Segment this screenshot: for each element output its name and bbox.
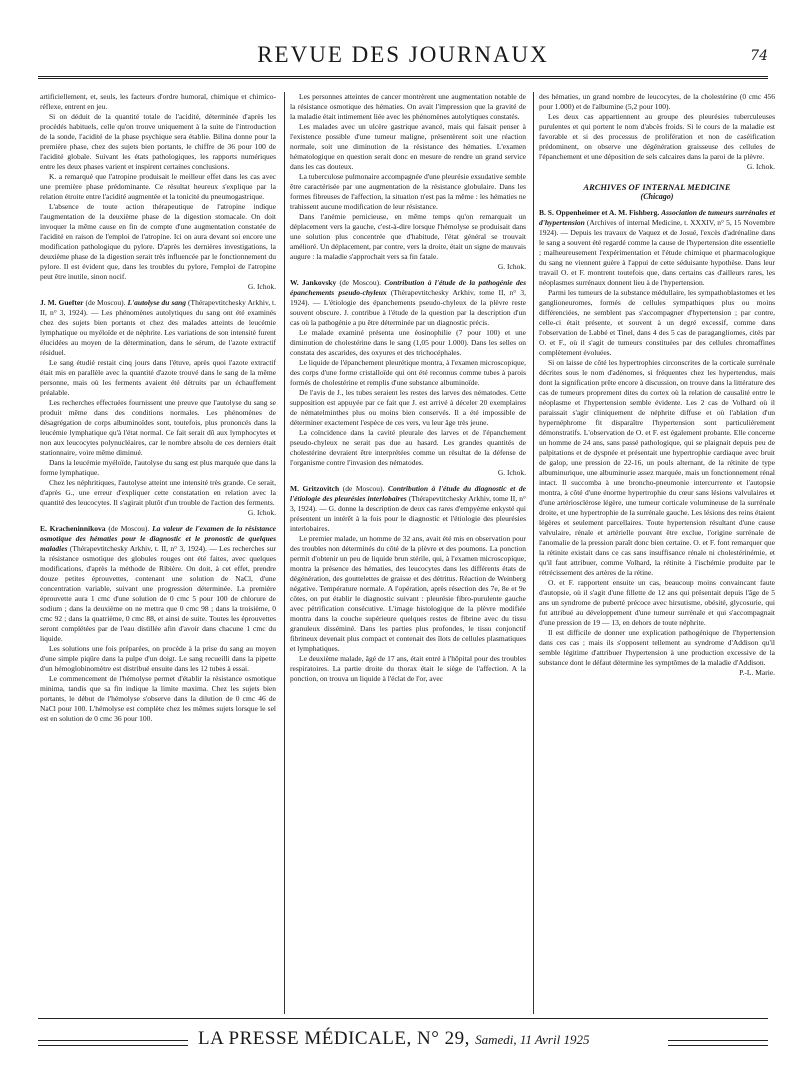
column-3 xyxy=(539,92,775,678)
footer-date: Samedi, 11 Avril 1925 xyxy=(475,1032,590,1047)
article-title: Contribution à l'étude de la pathogénie des épanchements pseudo-chyleux xyxy=(290,278,527,297)
footer-text xyxy=(198,1028,589,1050)
section-heading: ARCHIVES OF INTERNAL MEDICINE xyxy=(583,182,731,192)
paragraph: Si on laisse de côté les hypertrophies circonscrites de la corticale surrénale décrites sous le nom d'adénomes, si fréquentes chez les hypertendus, mais dont la signification prête encore à discussion, on trouve dans la littérature des cas de tumeurs proprement dites du cortex où la relation de causalité entre le néoplasme et l'hypertension semble évidente. Les 2 cas de Volhard où il paraissait s'agir cliniquement de néphrite diffuse et où l'ablation d'un hypernéphrome fit disparaître l'hypertension sont particulièrement démonstratifs. L'observation de O. et F. est également probante. Elle concerne un homme de 24 ans, sans passé pathologique, qui se plaignait depuis peu de palpitations et de dyspnée et présentait une hypertrophie cardiaque avec bruit de galop, une pression de 22-16, un pouls alternant, de la rétinite de type albuminurique, une albuminurie assez marquée, mais un fonctionnement rénal intact. Il succomba à une broncho-pneumonie intercurrente et l'autopsie montra, à côté d'une énorme hypertrophie du cœur sans lésions valvulaires et d'une artériosclérose légère, une tumeur corticale volumineuse de la surrénale droite, et une hypertrophie de la surrénale gauche. Les lésions des reins étaient légères et seulement parcellaires. Toute hypertension résultant d'une cause valvulaire, rénale et artérielle pouvant être exclue, l'origine surrénale de l'anomalie de la pression paraît donc bien certaine. O. et F. font remarquer que la rétinite existait dans ce cas sans insuffisance rénale ni cholestérinémie, et qu'il faut attribuer, comme Volhard, la rétinite à l'ischémie produite par le rétrécissement des artères de la rétine. xyxy=(539,358,775,577)
paragraph: Le malade examiné présenta une éosinophilie (7 pour 100) et une diminution de cholestérine dans le sang (1,05 pour 1.000). Dans les selles on constata des ascarides, des oxyures et des trichocéphales. xyxy=(290,328,526,357)
author-signature: P.-L. Marie. xyxy=(739,668,775,677)
column-divider xyxy=(284,92,285,1014)
column-2 xyxy=(290,92,526,684)
article-heading xyxy=(40,298,276,358)
paragraph: artificiellement, et, seuls, les facteurs d'ordre humoral, chimique et chimico-réflexe, entrent en jeu. xyxy=(40,92,276,111)
page-number: 74 xyxy=(750,48,768,64)
paragraph: Les deux cas appartiennent au groupe des pleurésies tuberculeuses purulentes et qui portent le nom d'abcès froids. Si le cours de la maladie est favorable et si des processus de prolifération et non de caséification prédominent, on observe une dégénération graisseuse des cellules de l'épanchement et une déposition de sels calcaires dans la paroi de la plèvre. xyxy=(539,112,775,161)
article-affiliation: (de Moscou). xyxy=(85,298,126,307)
article-source: (Thérapevtitchesky Arkhiv, t. II, n° 3, 1924). — Les recherches sur la résistance osmotique des globules rouges ont été faites, avec quelques modifications, d'après la méthode de Ribière. On doit, à cet effet, prendre douze petites éprouvettes, contenant une solution de NaCl, d'une concentration variable, suivant une progression déterminée. La première éprouvette aura 1 cmc d'une solution de 0 cmc 5 pour 100 de chlorure de sodium ; dans la deuxième on ne mettra que 0 cmc 98 ; dans la troisième, 0 cmc 92 ; dans la quatrième, 0 cmc 88, et ainsi de suite. Toutes les éprouvettes seront complétées par de l'eau distillée afin d'avoir dans chacune 1 cmc du liquide. xyxy=(40,544,276,643)
column-1 xyxy=(40,92,276,724)
article-heading xyxy=(40,524,276,644)
article-source: (Archives of internal Medicine, t. XXXIV, n° 5, 15 Novembre 1924). — Depuis les travaux de Vaquez et de Josué, l'excès d'adrénaline dans le sang a souvent été regardé comme la cause de l'hypertension dite essentielle ; malheureusement l'expérimentation et l'étude chimique et pharmacologique du sang ne viennent guère à l'appui de cette séduisante hypothèse. Dans leur travail O. et F. montrent toutefois que, dans certains cas d'ailleurs rares, les néoplasmes surrénaux donnent lieu à de l'hypertension. xyxy=(539,218,776,287)
article-title: Contribution à l'étude du diagnostic et de l'étiologie des pleurésies interlobaires xyxy=(290,484,527,503)
article-heading xyxy=(290,484,526,534)
paragraph: O. et F. rapportent ensuite un cas, beaucoup moins convaincant faute d'autopsie, où il s'agit d'une fillette de 12 ans qui présentait depuis l'âge de 5 ans un syndrome de puberté précoce avec hirsutisme, obésité, glycosurie, qui fut attribué au développement d'une tumeur surrénale et qui s'accompagnait d'une pression de 19 — 13, en dehors de toute néphrite. xyxy=(539,578,775,627)
page-header xyxy=(38,38,768,72)
footer-top-rule xyxy=(38,1018,768,1019)
author-signature: G. Ichok. xyxy=(247,508,276,517)
paragraph: Les recherches effectuées fournissent une preuve que l'autolyse du sang se produit même dans des conditions normales. Les phénomènes de désagrégation de corps albuminoïdes sont, toutefois, plus prononcés dans la leucémie lymphatique qu'à l'état normal. Ce fait serait dû aux lymphocytes et non aux leucocytes polynucléaires, car le nombre absolu de ces derniers était stationnaire, voire même diminué. xyxy=(40,398,276,457)
paragraph: des hématies, un grand nombre de leucocytes, de la cholestérine (0 cmc 456 pour 1.000) et de l'albumine (5,2 pour 100). xyxy=(539,92,775,111)
article-affiliation: (de Moscou). xyxy=(108,524,150,533)
paragraph: Dans la leucémie myéloïde, l'autolyse du sang est plus marquée que dans la forme lymphatique. xyxy=(40,458,276,477)
article-affiliation: (de Moscou). xyxy=(342,484,385,493)
paragraph: Les malades avec un ulcère gastrique avancé, mais qui faisait penser à l'existence possible d'une tumeur maligne, présentèrent soit une réaction normale, soit une diminution de la résistance des hématies. L'examen hématologique en question serait donc en mesure de rendre un grand service dans les cas douteux. xyxy=(290,122,526,171)
paragraph: Il est difficile de donner une explication pathogénique de l'hypertension dans ces cas ; mais ils s'opposent tellement au syndrome d'Addison qu'il semble légitime d'attribuer l'hypertension à une production excessive de la substance dont le défaut détermine les symptômes de la maladie d'Addison. xyxy=(539,628,775,667)
article-author: E. Kracheninnikova xyxy=(40,524,106,533)
paragraph: Le liquide de l'épanchement pleurétique montra, à l'examen microscopique, des corps d'une forme cristalloïde qui ont été reconnus comme tubes à parois formés de cholestérine et remplis d'une substance albuminoïde. xyxy=(290,358,526,387)
article-heading xyxy=(539,208,775,288)
paragraph: Le deuxième malade, âgé de 17 ans, était entré à l'hôpital pour des troubles respiratoires. La partie droite du thorax était le siège de l'affection. A la ponction, on trouva un liquide à l'éclat de l'or, avec xyxy=(290,654,526,683)
paragraph: Si on déduit de la quantité totale de l'acidité, déterminée d'après les procédés habituels, celle qu'on trouve uniquement à la suite de l'introduction de la sonde, l'acidité de la phase psychique sera établie. Bilina donne pour la première phase, chez des sujets bien portants, le chiffre de 36 pour 100 de l'acidité globale. Suivant les états pathologiques, les rapports numériques entre les deux phases varient et inspirent certaines conclusions. xyxy=(40,112,276,171)
author-signature: G. Ichok. xyxy=(497,468,526,477)
paragraph: L'absence de toute action thérapeutique de l'atropine indique l'augmentation de la deuxième phase de la digestion stomacale. On doit invoquer la même cause en fin de compte d'une augmentation constatée de l'acidité en raison de l'emploi de l'atropine. Ici on aura devant soi encore une modification pathologique du pylore. D'après les dernières investigations, la deuxième phase de la digestion serait très influencée par le fonctionnement du pylore. Il est évident que, dans les troubles du pylore, l'emploi de l'atropine peut être inutile, sinon nocif. xyxy=(40,202,276,281)
paragraph: Dans l'anémie pernicieuse, en même temps qu'on remarquait un déplacement vers la gauche, c'est-à-dire lorsque l'hémolyse se produisait dans une solution plus concentrée que d'habitude, l'état général se trouvait amélioré. Un déplacement, par contre, vers la droite, était un signe de mauvais augure : la maladie s'approchait vers sa fin fatale. xyxy=(290,212,526,261)
paragraph: Le sang étudié restait cinq jours dans l'étuve, après quoi l'azote extractif était mis en parallèle avec la quantité d'azote trouvé dans le sang de la même personne, mais où les ferments avaient été détruits par un échauffement préalable. xyxy=(40,358,276,397)
article-heading xyxy=(290,278,526,328)
page-footer xyxy=(38,1028,768,1054)
article-affiliation: (de Moscou). xyxy=(339,278,381,287)
article-title: La valeur de l'examen de la résistance osmotique des hématies pour le diagnostic et le pronostic de quelques maladies xyxy=(40,524,276,553)
paragraph: De l'avis de J., les tubes seraient les restes des larves des nématodes. Cette supposition est appuyée par ce fait que J. est arrivé à déceler 20 exemplaires de nématelminthes plus ou moins bien conservés. Il a été impossible de déterminer exactement l'espèce de ces vers, vu leur âge très jeune. xyxy=(290,388,526,427)
paragraph: K. a remarqué que l'atropine produisait le meilleur effet dans les cas avec une première phase prédominante. Ce résultat heureux s'explique par la relation étroite entre l'acidité augmentée et la tonicité du pneumogastrique. xyxy=(40,172,276,201)
author-signature: G. Ichok. xyxy=(247,282,276,291)
article-author: B. S. Oppenheimer et A. M. Fishberg. xyxy=(539,208,660,217)
article-author: W. Jankovsky xyxy=(290,278,337,287)
article-title: Association de tumeurs surrénales et d'hypertension xyxy=(539,208,775,227)
article-source: (Thérapevtitchesky Arkhiv, tome II, n° 3, 1924). — L'étiologie des épanchements pseudo-chyleux de la plèvre reste souvent obscure. J. contribue à l'étude de la question par la description d'un cas où la pathogénie a pu être déterminée par un diagnostic précis. xyxy=(290,288,527,327)
column-divider xyxy=(533,92,534,1014)
page-title: REVUE DES JOURNAUX xyxy=(257,42,549,67)
paragraph: Le premier malade, un homme de 32 ans, avait été mis en observation pour des troubles non déterminés du côté de la plèvre et des poumons. La ponction permit d'obtenir un peu de liquide brun stérile, qui, à l'examen microscopique, montra la présence des hématies, des leucocytes dans les différents états de dégénération, des gouttelettes de graisse et des détritus. Réaction de Weinberg négative. Température normale. A l'opération, après résection des 7e, 8e et 9e côtes, on put établir le diagnostic suivant : pleurésie fibro-purulente gauche avec pétrification consécutive. L'image histologique de la plèvre modifiée montra dans la couche supérieure quelques restes de fibrine avec du tissu granuleux disséminé. Dans les parties plus profondes, le tissu conjonctif fibrineux devenait plus compact et contenait des îlots de cellules plasmatiques et lymphatiques. xyxy=(290,534,526,653)
footer-journal: LA PRESSE MÉDICALE, N° 29, xyxy=(198,1028,470,1049)
paragraph: Les solutions une fois préparées, on procède à la prise du sang au moyen d'une simple piqûre dans la pulpe d'un doigt. Le sang recueilli dans la pipette d'un hémoglobinomètre est distribué ensuite dans les 12 tubes à essai. xyxy=(40,644,276,673)
paragraph: Parmi les tumeurs de la substance médullaire, les sympathoblastomes et les ganglioneuromes, formés de cellules sympathiques plus ou moins différenciées, ne semblent pas s'accompagner d'hypertension ; par contre, celle-ci était présente, et souvent à un degré excessif, comme dans l'observation de Labbé et Tinel, dans 4 des 5 cas de paragangliomes, cités par O. et F., où il s'agit de tumeurs constituées par des cellules chromaffines complètement évoluées. xyxy=(539,288,775,357)
paragraph: Les personnes atteintes de cancer montrèrent une augmentation notable de la résistance osmotique des hématies. On avait l'impression que la gravité de la maladie était intimement liée avec les phénomènes autolytiques constatés. xyxy=(290,92,526,121)
author-signature: G. Ichok. xyxy=(497,262,526,271)
paragraph: La tuberculose pulmonaire accompagnée d'une pleurésie exsudative semble être caractérisée par une augmentation de la résistance globulaire. Dans les formes fibreuses de l'affection, la situation n'est pas la même : les hématies ne trahissent aucune modification de leur résistance. xyxy=(290,172,526,211)
article-author: M. Gritzovitch xyxy=(290,484,340,493)
paragraph: La coïncidence dans la cavité pleurale des larves et de l'épanchement pseudo-chyleux ne serait pas due au hasard. Les grandes quantités de cholestérine devraient être interprétées comme un résultat de la défense de l'organisme contre l'invasion des nématodes. xyxy=(290,428,526,467)
article-author: J. M. Guefter xyxy=(40,298,84,307)
paragraph: Chez les néphritiques, l'autolyse atteint une intensité très grande. Ce serait, d'après G., une erreur d'expliquer cette constatation en relation avec la quantité des leucocytes. Il s'agirait plutôt d'un trouble de l'action des ferments. xyxy=(40,478,276,507)
author-signature: G. Ichok. xyxy=(746,162,775,171)
section-subheading: (Chicago) xyxy=(640,192,674,201)
paragraph: Le commencement de l'hémolyse permet d'établir la résistance osmotique minima, tandis que sa fin indique la limite maxima. Chez les sujets bien portants, le début de l'hémolyse s'observe dans la dilution de 0 cmc 46 de NaCl pour 100. L'hémolyse est complète chez les mêmes sujets lorsque le sel est en solution de 0 cmc 36 pour 100. xyxy=(40,674,276,723)
footer-ornament-left xyxy=(38,1040,188,1046)
footer-ornament-right xyxy=(668,1040,768,1046)
header-rule xyxy=(38,76,768,79)
article-source: (Thérapevtitchesky Arkhiv, tome II, n° 3, 1924). — G. donne la description de deux cas rares d'empyème enkysté qui présentent un intérêt à la fois pour le diagnostic et l'étiologie des pleurésies interlobaires. xyxy=(290,494,526,533)
article-title: L'autolyse du sang xyxy=(127,298,187,307)
article-source: (Thérapevtitchesky Arkhiv, t. II, n° 3, 1924). — Les phénomènes autolytiques du sang ont été examinés chez des sujets bien portants et chez des malades atteints de leucémie lymphatique ou myéloïde et de néphrite. Les variations de son intensité furent élucidées au moyen de la détermination, dans le sérum, de l'azote extractif résiduel. xyxy=(40,298,277,357)
